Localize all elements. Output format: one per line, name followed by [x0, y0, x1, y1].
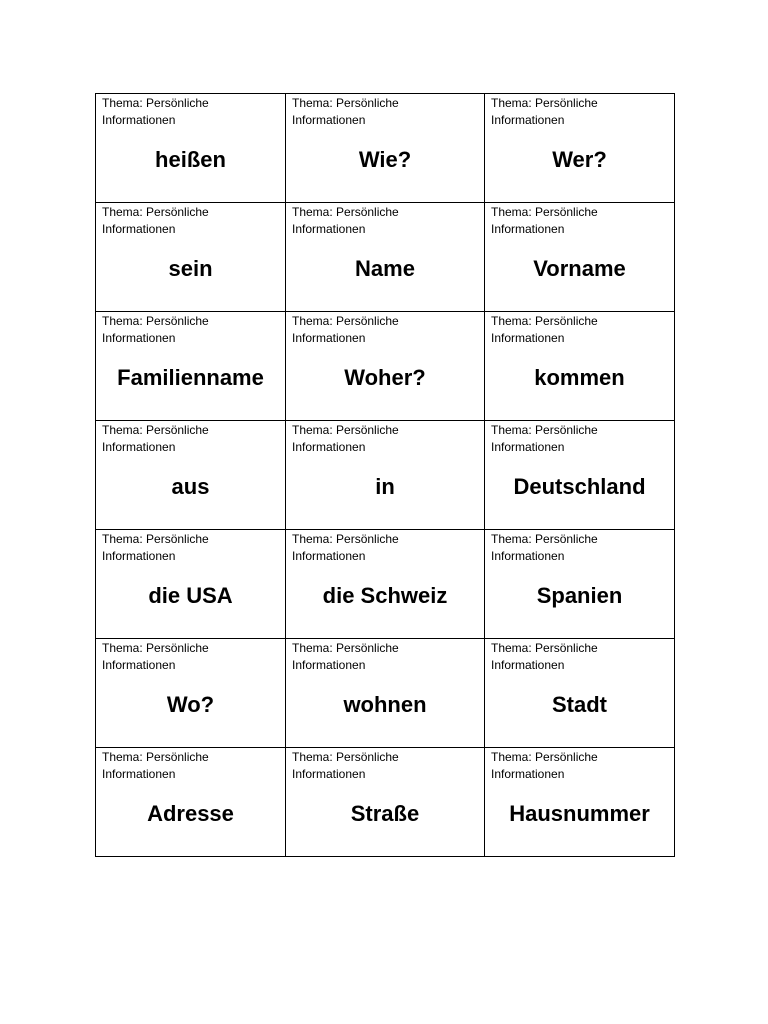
card-topic-label: Thema: Persönliche Informationen: [102, 205, 209, 236]
card-topic-label: Thema: Persönliche Informationen: [102, 314, 209, 345]
card-topic-label: Thema: Persönliche Informationen: [102, 532, 209, 563]
vocabulary-card: [485, 639, 675, 748]
card-word: Straße: [350, 801, 420, 826]
card-word: Vorname: [533, 256, 626, 281]
card-word: Spanien: [536, 583, 623, 608]
card-word: Wie?: [358, 147, 412, 172]
vocabulary-card: [485, 312, 675, 421]
vocabulary-card: [96, 639, 286, 748]
vocabulary-card: [286, 94, 485, 203]
card-topic-label: Thema: Persönliche Informationen: [102, 423, 209, 454]
card-topic-label: Thema: Persönliche Informationen: [102, 750, 209, 781]
vocabulary-card: [286, 203, 485, 312]
card-row: [96, 639, 675, 748]
vocabulary-card: [485, 530, 675, 639]
vocabulary-card: [286, 421, 485, 530]
card-word: Deutschland: [513, 474, 646, 499]
card-word: die USA: [148, 583, 233, 608]
card-word: in: [375, 474, 395, 499]
card-topic-label: Thema: Persönliche Informationen: [491, 750, 598, 781]
vocabulary-card: [96, 421, 286, 530]
vocabulary-card: [286, 312, 485, 421]
card-word: kommen: [534, 365, 625, 390]
card-word: Woher?: [344, 365, 426, 390]
vocabulary-card: [96, 203, 286, 312]
card-row: [96, 421, 675, 530]
card-topic-label: Thema: Persönliche Informationen: [491, 641, 598, 672]
card-row: [96, 530, 675, 639]
vocabulary-card: [96, 748, 286, 857]
card-topic-label: Thema: Persönliche Informationen: [292, 641, 399, 672]
card-word: Hausnummer: [509, 801, 650, 826]
vocabulary-card: [485, 94, 675, 203]
card-word: Name: [355, 256, 415, 281]
card-word: Wo?: [166, 692, 215, 717]
card-row: [96, 94, 675, 203]
card-word: Familienname: [117, 365, 264, 390]
card-topic-label: Thema: Persönliche Informationen: [292, 96, 399, 127]
card-word: Stadt: [552, 692, 607, 717]
card-topic-label: Thema: Persönliche Informationen: [292, 423, 399, 454]
card-topic-label: Thema: Persönliche Informationen: [292, 205, 399, 236]
vocabulary-card: [286, 639, 485, 748]
card-topic-label: Thema: Persönliche Informationen: [491, 532, 598, 563]
card-topic-label: Thema: Persönliche Informationen: [491, 205, 598, 236]
vocabulary-card: [96, 94, 286, 203]
card-topic-label: Thema: Persönliche Informationen: [102, 641, 209, 672]
card-row: [96, 748, 675, 857]
card-word: wohnen: [343, 692, 427, 717]
card-topic-label: Thema: Persönliche Informationen: [491, 314, 598, 345]
card-topic-label: Thema: Persönliche Informationen: [292, 532, 399, 563]
vocabulary-card: [485, 748, 675, 857]
card-word: heißen: [155, 147, 226, 172]
card-row: [96, 203, 675, 312]
vocabulary-card: [96, 530, 286, 639]
vocabulary-card: [485, 203, 675, 312]
vocabulary-card: [286, 530, 485, 639]
card-topic-label: Thema: Persönliche Informationen: [292, 314, 399, 345]
vocabulary-card: [286, 748, 485, 857]
card-word: Adresse: [147, 801, 234, 826]
card-topic-label: Thema: Persönliche Informationen: [491, 96, 598, 127]
card-word: sein: [168, 256, 213, 281]
vocabulary-card: [96, 312, 286, 421]
card-word: aus: [171, 474, 210, 499]
vocabulary-card-grid: [95, 93, 675, 857]
card-topic-label: Thema: Persönliche Informationen: [491, 423, 598, 454]
card-row: [96, 312, 675, 421]
card-topic-label: Thema: Persönliche Informationen: [292, 750, 399, 781]
card-word: die Schweiz: [322, 583, 448, 608]
vocabulary-card: [485, 421, 675, 530]
card-topic-label: Thema: Persönliche Informationen: [102, 96, 209, 127]
card-word: Wer?: [552, 147, 607, 172]
